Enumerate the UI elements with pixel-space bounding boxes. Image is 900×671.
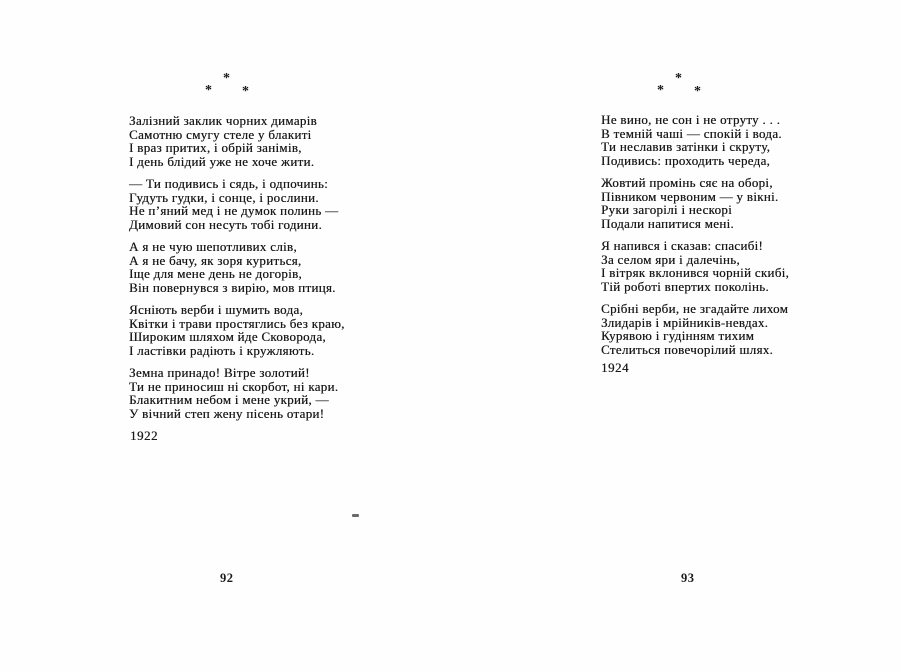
- page-number: 92: [220, 571, 234, 585]
- poem-line: В темній чаші — спокій і вода.: [601, 125, 782, 141]
- poem-line: Руки загорілі і нескорі: [601, 202, 732, 217]
- stanza: [129, 177, 345, 231]
- year-label: 1922: [130, 428, 158, 443]
- stanza: [129, 366, 345, 420]
- poem-line: Самотню смугу стеле у блакиті: [129, 126, 312, 142]
- asterisk-icon: *: [675, 71, 682, 86]
- right-page: [450, 0, 900, 671]
- poem-line: Залізний заклик чорних димарів: [129, 113, 317, 128]
- asterisk-dinkus: [655, 72, 711, 100]
- poem-line: Ясніють верби і шумить вода,: [129, 302, 304, 317]
- poem-line: У вічний степ жену пісень отари!: [129, 405, 325, 421]
- stanza: [129, 240, 345, 294]
- poem: [601, 113, 789, 365]
- stanza: [601, 302, 789, 356]
- poem-line: Подали напитися мені.: [601, 215, 734, 231]
- poem-line: Півником червоним — у вікні.: [601, 188, 779, 204]
- poem-line: Квітки і трави простяглись без краю,: [129, 315, 345, 331]
- stanza: [601, 239, 789, 293]
- asterisk-dinkus: [203, 72, 259, 100]
- poem-line: Іще для мене день не догорів,: [129, 266, 302, 281]
- poem-line: Він повернувся з вирію, мов птиця.: [129, 279, 336, 295]
- stanza: [601, 176, 789, 230]
- page-number: 93: [681, 571, 695, 585]
- asterisk-icon: *: [242, 84, 249, 99]
- asterisk-icon: *: [223, 71, 230, 86]
- poem-line: І враз притих, і обрій занімів,: [129, 140, 302, 155]
- poem-line: Земна принадо! Вітре золотий!: [129, 365, 310, 380]
- poem-line: За селом яри і далечінь,: [601, 251, 740, 267]
- poem-line: А я не бачу, як зоря куриться,: [129, 252, 302, 268]
- asterisk-icon: *: [694, 84, 701, 99]
- year-label: 1924: [601, 360, 629, 375]
- poem-line: Димовий сон несуть тобі години.: [129, 216, 322, 232]
- stanza: [129, 114, 345, 168]
- poem-line: — Ти подивись і сядь, і одпочинь:: [129, 176, 329, 191]
- stanza: [129, 303, 345, 357]
- poem-line: Жовтий промінь сяє на оборі,: [601, 175, 773, 190]
- poem-line: Не вино, не сон і не отруту . . .: [601, 112, 781, 127]
- poem-line: Не п’яний мед і не думок полинь —: [129, 203, 339, 218]
- stanza: [601, 113, 789, 167]
- poem-line: Срібні верби, не згадайте лихом: [601, 301, 789, 316]
- poem-line: І ластівки радіють і кружляють.: [129, 342, 315, 358]
- poem-line: Ти не приносиш ні скорбот, ні кари.: [129, 378, 339, 394]
- poem-line: Гудуть гудки, і сонце, і рослини.: [129, 189, 319, 205]
- poem: [129, 114, 345, 429]
- poem-line: Ти неславив затінки і скруту,: [601, 139, 771, 154]
- asterisk-icon: *: [657, 83, 664, 98]
- poem-line: І день блідий уже не хоче жити.: [129, 153, 315, 169]
- poem-line: Я напився і сказав: спасибі!: [601, 238, 764, 253]
- poem-line: Подивись: проходить череда,: [601, 152, 771, 168]
- poem-line: Стелиться повечорілий шлях.: [601, 341, 774, 357]
- poem-line: І вітряк вклонився чорній скибі,: [601, 265, 790, 280]
- poem-line: Тій роботі впертих поколінь.: [601, 278, 769, 294]
- scan-speck: [352, 514, 359, 517]
- poem-line: Курявою і гудінням тихим: [601, 328, 755, 343]
- poem-line: Злидарів і мрійників-невдах.: [601, 314, 769, 330]
- poem-line: Блакитним небом і мене укрий, —: [129, 392, 329, 407]
- poem-line: Широким шляхом йде Сковорода,: [129, 329, 326, 344]
- poem-line: А я не чую шепотливих слів,: [129, 239, 297, 254]
- asterisk-icon: *: [205, 83, 212, 98]
